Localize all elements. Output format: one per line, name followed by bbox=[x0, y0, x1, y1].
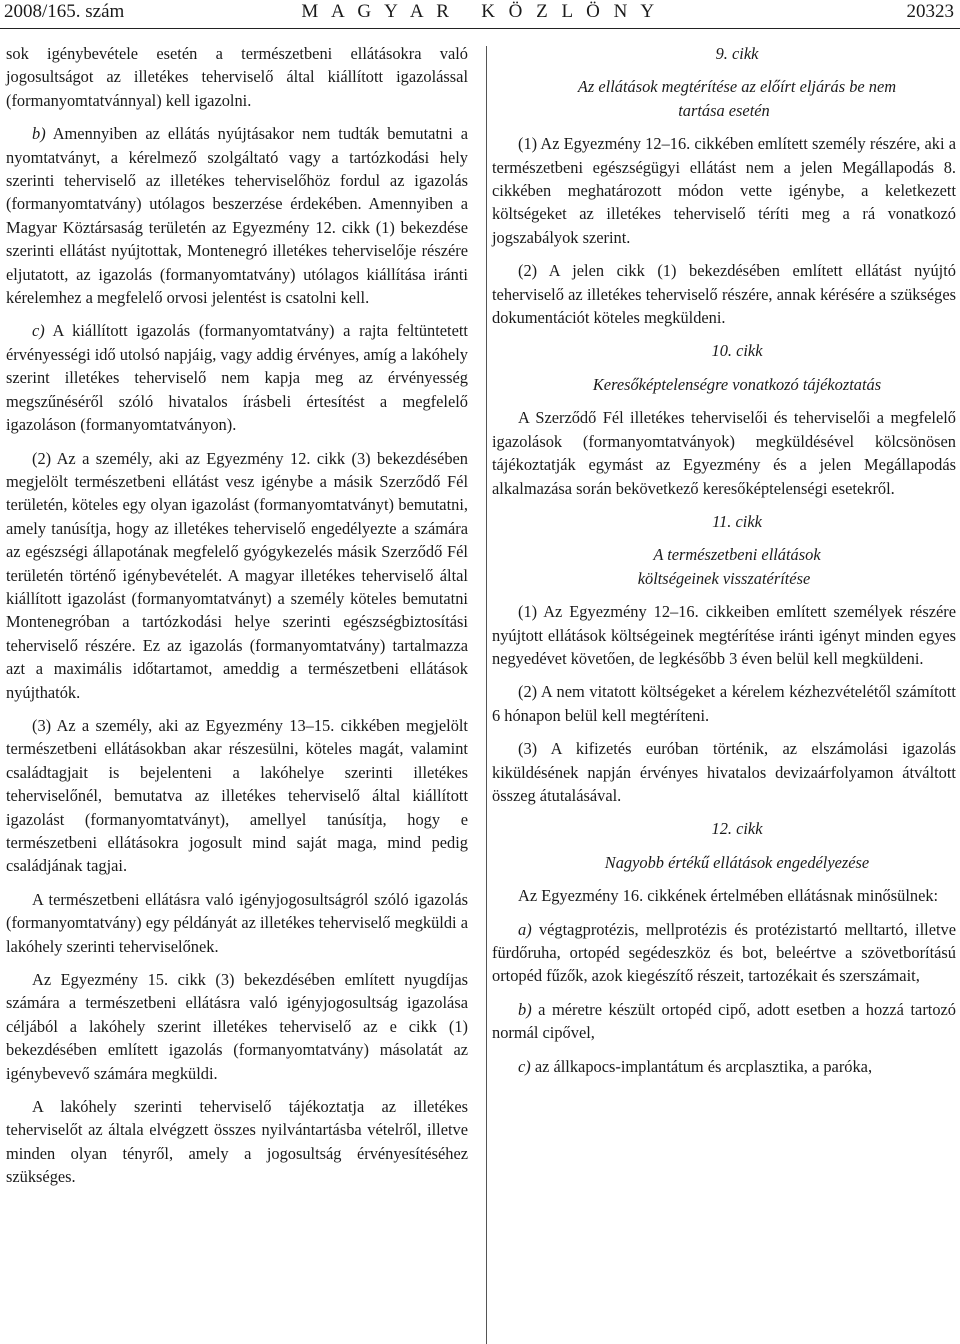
paragraph: (2) A nem vitatott költségeket a kérelem kézhezvételétől számított 6 hónapon belül kell megtéríteni. bbox=[492, 682, 956, 725]
list-item-b bbox=[492, 998, 956, 1045]
paragraph: Az Egyezmény 16. cikkének értelmében ellátásnak minősülnek: bbox=[518, 886, 939, 906]
paragraph: (2) A jelen cikk (1) bekezdésében említett ellátást nyújtó teherviselő az illetékes teherviselő részére, annak kérésére a szükséges dokumentációt köteles megküldeni. bbox=[492, 261, 956, 328]
list-item-text: végtagprotézis, mellprotézis és protézistartó melltartó, illetve fürdőruha, ortopéd segédeszköz és bot, beleértve a szövetborítású ortopéd fűzők, azok kiegészítő részeit, tartozékait és szerszámait, bbox=[492, 919, 956, 986]
paragraph: A Szerződő Fél illetékes teherviselői és teherviselői a megfelelő igazolások (formanyomtatványok) megküldésével kölcsönösen tájékoztatják egymást az Egyezmény és a jelen Megállapodás alkalmazása során bekövetkező keresőképtelenségi esetekről. bbox=[492, 408, 956, 498]
paragraph-c bbox=[6, 319, 468, 436]
paragraph-text: A kiállított igazolás (formanyomtatvány) a rajta feltüntetett érvényességi idő utolsó napjáig, vagy addig érvényes, amíg a lakóhely szerint illetékes teherviselő nem kapja meg az érvényesség megszűnéséről szóló hivatalos írásbeli értesítést a megfelelő igazoláson (formanyomtatványon). bbox=[6, 321, 468, 435]
article-number: 10. cikk bbox=[711, 341, 763, 361]
list-item-text: a méretre készült ortopéd cipő, adott esetben a hozzá tartozó normál cipővel, bbox=[492, 999, 956, 1043]
page-header bbox=[0, 0, 960, 28]
article-title: A természetbeni ellátások költségeinek visszatérítése bbox=[637, 545, 821, 588]
list-item-text: az állkapocs-implantátum és arcplasztika, a paróka, bbox=[530, 1056, 873, 1076]
article-title: Az ellátások megtérítése az előírt eljárás be nem tartása esetén bbox=[577, 77, 897, 120]
paragraph: (3) Az a személy, aki az Egyezmény 13–15. cikkében megjelölt természetbeni ellátásokban akar részesülni, köteles magát, valamint családtagjait is bejelenteni a lakóhelye szerinti illetékes teherviselőnél, bemutatva az illetékes teherviselő által kiállított igazolást (formanyomtatványt), amellyel tanúsítja, hogy e természetbeni ellátásokra jogosult mind saját maga, mind pedig családjának tagjai. bbox=[6, 715, 468, 876]
issue-number: 2008/165. szám bbox=[4, 1, 125, 22]
item-label: c) bbox=[32, 321, 45, 341]
paragraph: A lakóhely szerinti teherviselő tájékoztatja az illetékes teherviselőt az általa elvégzett összes nyilvántartásba vételről, illetve minden olyan tényről, amely a jogosultság érvényesítéséhez szükséges. bbox=[6, 1097, 468, 1187]
publication-title: M A G Y A R K Ö Z L Ö N Y bbox=[301, 1, 659, 22]
paragraph: (1) Az Egyezmény 12–16. cikkeiben említett személyek részére nyújtott ellátások költségeinek megtérítése iránti igényt minden egyes negyedévet követően, de legkésőbb 3 éven belül kell megküldeni. bbox=[492, 602, 956, 668]
item-label: a) bbox=[518, 919, 532, 939]
paragraph: Az Egyezmény 15. cikk (3) bekezdésében említett nyugdíjas számára a természetbeni ellátásra való igényjogosultság igazolása céljából a lakóhely szerint illetékes teherviselő az e cikk (1) bekezdésében említett igazolás (formanyomtatvány) másolatát az igénybevevő számára megküldi. bbox=[6, 970, 468, 1083]
paragraph-text: Amennyiben az ellátás nyújtásakor nem tudták bemutatni a nyomtatványt, a kérelmező szolgáltató vagy a tartózkodási hely szerinti teherviselő az illetékes teherviselőhöz fordul az igazolás (formanyomtatvány) utólagos beszerzése érdekében. Amennyiben a Magyar Köztársaság területén az Egyezmény 12. cikk (1) bekezdése szerinti ellátást nyújtottak, Montenegró illetékes teherviselője részére eljutatott, az igazolás (formanyomtatvány) utólagos kiállítása iránti kérelemhez a megfelelő orvosi jelentést is csatolni kell. bbox=[6, 124, 468, 308]
article-title: Keresőképtelenségre vonatkozó tájékoztatás bbox=[592, 374, 882, 394]
right-column bbox=[492, 42, 956, 1078]
item-label: b) bbox=[32, 124, 46, 144]
page-number: 20323 bbox=[906, 1, 954, 22]
paragraph: (3) A kifizetés euróban történik, az elszámolási igazolás kiküldésének napján érvényes hivatalos devizaárfolyamon átváltott összeg átutalásával. bbox=[492, 739, 956, 805]
article-number: 9. cikk bbox=[715, 44, 759, 63]
paragraph: (1) Az Egyezmény 12–16. cikkében említett személy részére, aki a természetbeni egészségügyi ellátást nem a jelen Megállapodás 8. cikkében meghatározott módon vette igénybe, a keletkezett költségeket az illetékes teherviselő téríti meg a rá vonatkozó jogszabályok szerint. bbox=[492, 134, 956, 247]
header-rule bbox=[0, 28, 960, 29]
column-divider bbox=[486, 46, 487, 1344]
article-number: 12. cikk bbox=[711, 819, 763, 839]
article-number: 11. cikk bbox=[712, 511, 762, 531]
paragraph: sok igénybevétele esetén a természetbeni ellátásokra való jogosultságot az illetékes teherviselő által kiállított igazolással (formanyomtatvánnyal) kell igazolni. bbox=[6, 44, 468, 110]
item-label: b) bbox=[518, 999, 532, 1019]
paragraph: A természetbeni ellátásra való igényjogosultságról szóló igazolás (formanyomtatvány) egy példányát az illetékes teherviselő megküldi a lakóhely szerinti teherviselőnek. bbox=[6, 889, 468, 956]
paragraph-b bbox=[6, 122, 468, 309]
paragraph: (2) Az a személy, aki az Egyezmény 12. cikk (3) bekezdésében megjelölt természetbeni ellátást vesz igénybe a másik Szerződő Fél területén, köteles egy olyan igazolást (formanyomtatványt) bemutatni, amely tanúsítja, hogy az illetékes teherviselő engedélyezte a számára az egészségi állapotának megfelelő gyógykezelés másik Szerződő Fél területén történő igénybevételét. A magyar illetékes teherviselő által kiállított igazolást (formanyomtatványt) a személy köteles bemutatni Montenegróban a tartózkodási helye szerinti egészségbiztosítási teherviselő részére. Ez az igazolás (formanyomtatvány) tartalmazza azt a maximális időtartamot, ameddig a természetbeni ellátások nyújthatók. bbox=[6, 448, 468, 702]
item-label: c) bbox=[518, 1056, 531, 1076]
article-title: Nagyobb értékű ellátások engedélyezése bbox=[604, 852, 870, 872]
left-column bbox=[6, 42, 468, 1199]
list-item-a bbox=[492, 918, 956, 988]
list-item-c bbox=[492, 1055, 956, 1078]
